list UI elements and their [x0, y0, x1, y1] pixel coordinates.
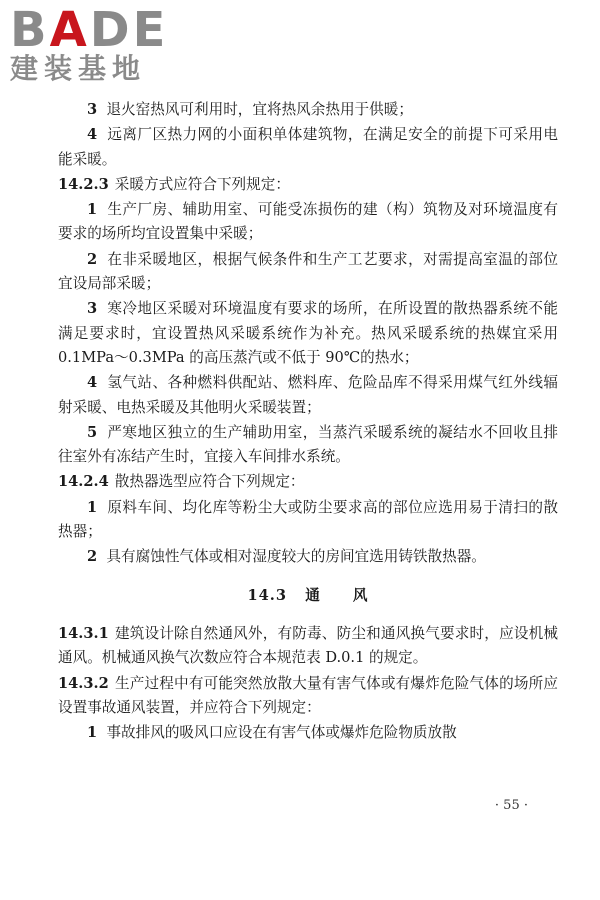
item-text: 事故排风的吸风口应设在有害气体或爆炸危险物质放散 — [106, 724, 457, 742]
item-number: 2 — [87, 250, 98, 268]
item-number: 1 — [87, 201, 98, 219]
logo-letters-de: DE — [89, 2, 169, 58]
item-text: 退火窑热风可利用时，宜将热风余热用于供暖； — [106, 101, 413, 118]
section-number: 14.3 — [247, 586, 288, 604]
clause-14-2-3 — [58, 173, 558, 197]
item-text: 生产厂房、辅助用室、可能受冻损伤的建（构）筑物及对环境温度有要求的场所均宜设置集中采暖； — [58, 201, 558, 243]
document-body — [58, 98, 558, 746]
item-number: 5 — [87, 423, 98, 441]
clause-text: 建筑设计除自然通风外，有防毒、防尘和通风换气要求时，应设机械通风。机械通风换气次数应符合本规范表 D.0.1 的规定。 — [58, 624, 558, 667]
paragraph-item-3 — [58, 98, 558, 122]
clause-14-2-4 — [58, 470, 558, 494]
clause-text: 生产过程中有可能突然放散大量有害气体或有爆炸危险气体的场所应设置事故通风装置，并应符合下列规定： — [58, 674, 558, 716]
list-item — [58, 545, 558, 569]
item-number: 3 — [87, 300, 98, 318]
list-item — [58, 297, 558, 370]
clause-14-3-1 — [58, 622, 558, 671]
list-item — [58, 248, 558, 297]
item-text: 严寒地区独立的生产辅助用室，当蒸汽采暖系统的凝结水不回收且排往室外有冻结产生时，宜接入车间排水系统。 — [58, 423, 558, 466]
section-title-char-2: 风 — [352, 586, 369, 604]
clause-number: 14.3.1 — [58, 624, 109, 642]
section-heading — [58, 584, 558, 608]
list-item — [58, 496, 558, 545]
item-number: 1 — [87, 498, 98, 516]
clause-14-3-2 — [58, 672, 558, 721]
list-item — [58, 721, 558, 745]
clause-number: 14.3.2 — [58, 674, 109, 692]
item-text: 寒冷地区采暖对环境温度有要求的场所，在所设置的散热器系统不能满足要求时，宜设置热风采暖系统作为补充。热风采暖系统的热媒宜采用 0.1MPa～0.3MPa 的高压蒸汽或不低于 90℃的热水； — [58, 300, 558, 366]
list-item — [58, 421, 558, 470]
logo — [10, 2, 185, 86]
item-number: 3 — [87, 101, 98, 118]
item-number: 4 — [87, 374, 98, 392]
item-text: 原料车间、均化库等粉尘大或防尘要求高的部位应选用易于清扫的散热器； — [58, 498, 558, 541]
clause-number: 14.2.4 — [58, 473, 109, 491]
item-number: 2 — [87, 548, 98, 566]
item-text: 具有腐蚀性气体或相对湿度较大的房间宜选用铸铁散热器。 — [106, 548, 486, 566]
clause-number: 14.2.3 — [58, 175, 109, 193]
section-title-char-1: 通 — [305, 586, 321, 604]
paragraph-item-4 — [58, 123, 558, 172]
item-text: 远离厂区热力网的小面积单体建筑物，在满足安全的前提下可采用电能采暖。 — [58, 126, 558, 168]
item-number: 1 — [87, 724, 98, 742]
logo-letter-a: A — [49, 2, 90, 58]
item-text: 在非采暖地区，根据气候条件和生产工艺要求，对需提高室温的部位宜设局部采暖； — [58, 250, 558, 293]
page-number: · 55 · — [494, 798, 528, 813]
list-item — [58, 371, 558, 420]
logo-subtitle: 建装基地 — [10, 52, 147, 85]
clause-text: 散热器选型应符合下列规定： — [114, 473, 305, 491]
item-number: 4 — [87, 126, 98, 144]
item-text: 氢气站、各种燃料供配站、燃料库、危险品库不得采用煤气红外线辐射采暖、电热采暖及其他明火采暖装置； — [58, 374, 558, 416]
logo-letter-b: B — [10, 2, 50, 58]
list-item — [58, 198, 558, 247]
logo-wordmark — [10, 2, 185, 58]
clause-text: 采暖方式应符合下列规定： — [114, 175, 290, 193]
